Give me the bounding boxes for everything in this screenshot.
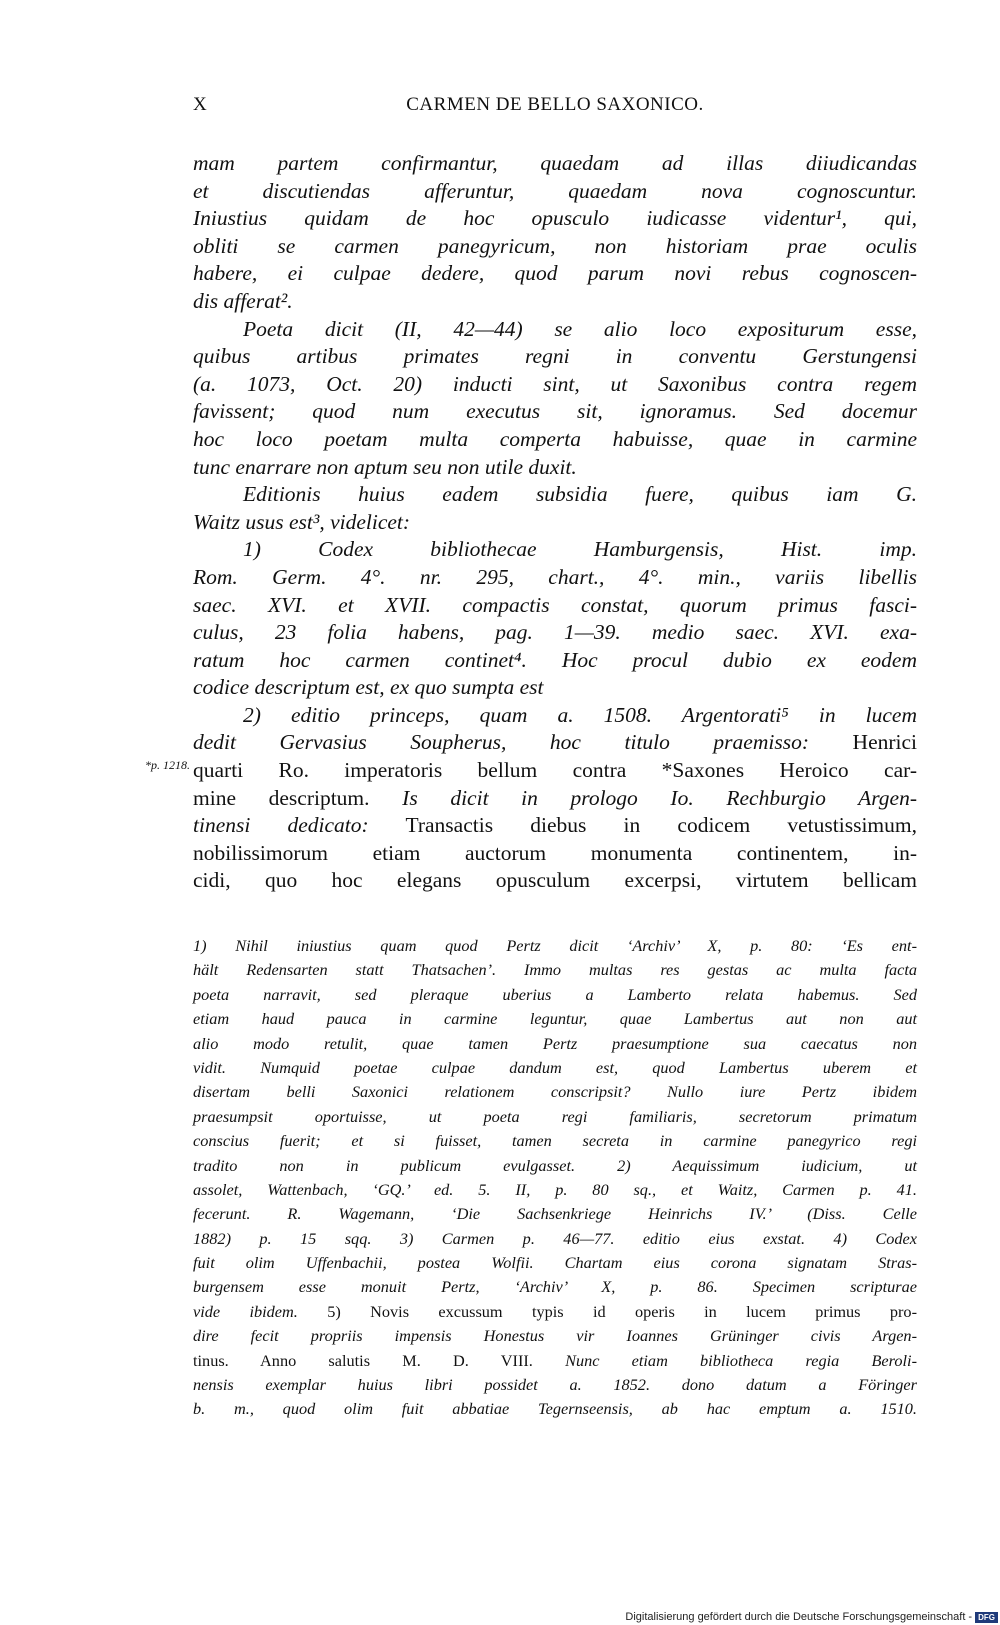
text-line: habere, ei culpae dedere, quod parum novi rebus cognoscen- xyxy=(193,261,917,286)
text-span: mine descriptum. xyxy=(193,785,370,810)
text-line: 2) editio princeps, quam a. 1508. Argentorati⁵ in lucem xyxy=(243,702,917,727)
digitization-credit xyxy=(625,1609,1000,1625)
text-line: favissent; quod num executus sit, ignoramus. Sed docemur xyxy=(193,399,917,424)
text-line: (a. 1073, Oct. 20) inducti sint, ut Saxonibus contra regem xyxy=(193,371,917,396)
footnote-line: praesumpsit oportuisse, ut poeta regi familiaris, secretorum primatum xyxy=(193,1106,917,1126)
footnote-line: 1) Nihil iniustius quam quod Pertz dicit ‘Archiv’ X, p. 80: ‘Es ent- xyxy=(193,936,917,955)
text-line xyxy=(193,812,917,840)
text-line xyxy=(193,785,917,813)
text-span: Transactis diebus in codicem vetustissimum, xyxy=(405,813,917,838)
text-span: tinensi dedicato: xyxy=(193,813,369,838)
footnote-line: tradito non in publicum evulgasset. 2) Aequissimum iudicium, ut xyxy=(193,1155,917,1175)
footnote-line: alio modo retulit, quae tamen Pertz praesumptione sua caecatus non xyxy=(193,1033,917,1053)
text-line xyxy=(193,729,917,757)
footnote-line: fecerunt. R. Wagemann, ‘Die Sachsenkriege Heinrichs IV.’ (Diss. Celle xyxy=(193,1204,917,1224)
footnote-line: burgensem esse monuit Pertz, ‘Archiv’ X, p. 86. Specimen scripturae xyxy=(193,1277,917,1297)
text-line: Editionis huius eadem subsidia fuere, quibus iam G. xyxy=(243,482,917,507)
text-span: vide ibidem. xyxy=(193,1301,298,1321)
footnote-line: vidit. Numquid poetae culpae dandum est, quod Lambertus uberem et xyxy=(193,1057,917,1077)
text-line: quibus artibus primates regni in conventu Gerstungensi xyxy=(193,344,917,369)
footnote-line: b. m., quod olim fuit abbatiae Tegernseensis, ab hac emptum a. 1510. xyxy=(193,1399,917,1419)
footnote-line: assolet, Wattenbach, ‘GQ.’ ed. 5. II, p. 80 sq., et Waitz, Carmen p. 41. xyxy=(193,1179,917,1199)
text-line: hoc loco poetam multa comperta habuisse, quae in carmine xyxy=(193,426,917,451)
footnote-line: etiam haud pauca in carmine leguntur, quae Lambertus aut non aut xyxy=(193,1009,917,1029)
text-line: quarti Ro. imperatoris bellum contra *Saxones Heroico car- xyxy=(193,758,917,783)
footnote-line: disertam belli Saxonici relationem conscripsit? Nullo iure Pertz ibidem xyxy=(193,1082,917,1102)
footnote-line: nensis exemplar huius libri possidet a. 1852. dono datum a Föringer xyxy=(193,1375,917,1395)
text-line: Rom. Germ. 4°. nr. 295, chart., 4°. min., variis libellis xyxy=(193,564,917,589)
main-text xyxy=(193,150,917,895)
text-line: mam partem confirmantur, quaedam ad illas diiudicandas xyxy=(193,151,917,175)
footnote-line: conscius fuerit; et si fuisset, tamen secreta in carmine panegyrico regi xyxy=(193,1131,917,1151)
footnotes xyxy=(193,934,917,1422)
margin-page-reference: *p. 1218. xyxy=(145,758,190,772)
text-line: Poeta dicit (II, 42—44) se alio loco expositurum esse, xyxy=(243,316,917,341)
text-line: dis afferat². xyxy=(193,288,293,313)
footnote-line: dire fecit propriis impensis Honestus vir Ioannes Grüninger civis Argen- xyxy=(193,1326,917,1346)
footnote-line: poeta narravit, sed pleraque uberius a Lamberto relata habemus. Sed xyxy=(193,984,917,1004)
text-span: tinus. Anno salutis M. D. VIII. xyxy=(193,1350,533,1370)
text-line: et discutiendas afferuntur, quaedam nova cognoscuntur. xyxy=(193,178,917,203)
footnote-line: 1882) p. 15 sqq. 3) Carmen p. 46—77. editio eius exstat. 4) Codex xyxy=(193,1228,917,1248)
text-span: Is dicit in prologo Io. Rechburgio Argen- xyxy=(402,785,918,810)
page-header xyxy=(193,88,917,128)
text-line: 1) Codex bibliothecae Hamburgensis, Hist. imp. xyxy=(243,537,917,562)
text-line: cidi, quo hoc elegans opusculum excerpsi, virtutem bellicam xyxy=(193,868,917,893)
footnote-line: hält Redensarten statt Thatsachen’. Immo multas res gestas ac multa facta xyxy=(193,960,917,980)
text-line: tunc enarrare non aptum seu non utile duxit. xyxy=(193,454,577,479)
text-line: ratum hoc carmen continet⁴. Hoc procul dubio ex eodem xyxy=(193,647,917,672)
footnote-line: fuit olim Uffenbachii, postea Wolfii. Chartam eius corona signatam Stras- xyxy=(193,1253,917,1273)
text-line: Waitz usus est³, videlicet: xyxy=(193,509,411,534)
text-line: obliti se carmen panegyricum, non historiam prae oculis xyxy=(193,233,917,258)
text-span: Henrici xyxy=(852,730,918,755)
dfg-logo: DFG xyxy=(975,1612,998,1623)
text-line: saec. XVI. et XVII. compactis constat, quorum primus fasci- xyxy=(193,592,917,617)
credit-text: Digitalisierung gefördert durch die Deutsche Forschungsgemeinschaft - xyxy=(625,1611,973,1623)
text-span: dedit Gervasius Soupherus, hoc titulo praemisso: xyxy=(193,730,809,755)
text-line: culus, 23 folia habens, pag. 1—39. medio saec. XVI. exa- xyxy=(193,620,917,645)
footnote-line xyxy=(193,1300,917,1324)
text-span: 5) Novis excussum typis id operis in lucem primus pro- xyxy=(327,1301,917,1321)
text-line: Iniustius quidam de hoc opusculo iudicasse videntur¹, qui, xyxy=(193,206,917,231)
text-span: Nunc etiam bibliotheca regia Beroli- xyxy=(565,1350,917,1370)
text-line: nobilissimorum etiam auctorum monumenta continentem, in- xyxy=(193,840,917,865)
running-title: CARMEN DE BELLO SAXONICO. xyxy=(406,94,704,115)
text-line: codice descriptum est, ex quo sumpta est xyxy=(193,675,544,700)
footnote-line xyxy=(193,1349,917,1373)
page-number: X xyxy=(193,94,208,115)
